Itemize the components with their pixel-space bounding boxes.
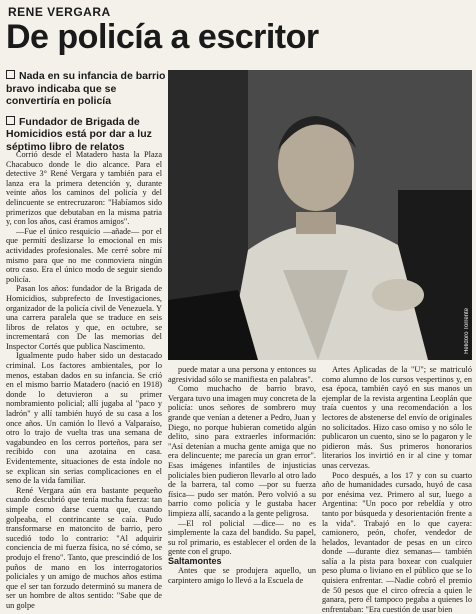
paragraph: —El rol policial —dice— no es simplemente la caza del bandido. Su papel, su rol primario, es establecer el orden de la gente con el grupo. [168,518,316,557]
portrait-photo [168,70,472,360]
paragraph: Igualmente pudo haber sido un destacado criminal. Los factores ambientales, por lo menos, estaban dados en su infancia. Se crió en el mismo barrio Matadero (nació en 1918) donde lo detuvieron a su primer nombramiento policial; allí jugaba al "paco y ladrón" y allí también huyó de su casa a los once años. Un camión lo llevó a Valparaíso, otro lo trajo de vuelta tras una semana de vagabundeo en los cerros porteños, para ser recibido con una azotaina en casa. Evidentemente, situaciones de esta índole no se explican sin serias complicaciones en el seno de la vida familiar. [6,351,162,486]
paragraph: René Vergara aún era bastante pequeño cuando descubrió que tenía mucha fuerza: tan simple como darse cuenta que, cuando golpeaba, el contrincante se caía. Pudo transformarse en matoncito de barrio, pero sucedió todo lo contrario: "Al adquirir conciencia de mi fuerza física, no sé cómo, se produjo el freno". Tanto, que prescindió de los puños de mano en los interrogatorios policiales y un amigo de muchos años estima que el ser tan forzudo determinó su manera de ser un hombre de altos sentido: "Sabe que de un golpe [6,485,162,610]
photo-credit: Helidoro Torrente [464,308,470,354]
paragraph: Poco después, a los 17 y con su cuarto año de humanidades cursado, huyó de casa por enésima vez. Primero al sur, luego a Argentina: "Un poco por rebeldía y otro tanto por búsqueda y desorientación frente a la vida". Trabajó en lo que cayera: camionero, peón, chofer, vendedor de helados, levantador de pesas en un circo donde —durante diez semanas— también salía a la pista para boxear con cualquier peso pluma o liviano en el público que se lo quisiera enfrentar. —Nadie cobró el premio de 50 pesos que el circo ofrecía a quien le ganara, pero él tampoco pegaba a quienes lo enfrentaban: "Era cuestión de usar bien [322,470,472,614]
checkbox-square-icon [6,70,15,79]
article-column-3 [322,365,472,614]
summary-bullet [6,116,166,154]
section-subhead: Saltamontes [168,555,222,566]
summary-bullet-text: Nada en su infancia de barrio bravo indicaba que se convertiría en policía [6,70,166,107]
headline: De policía a escritor [6,18,319,56]
article-column-2 [168,365,316,586]
kicker: RENE VERGARA [8,5,111,19]
paragraph: —Fue el único resquicio —añade— por el que permití deslizarse lo emocional en mis actividades profesionales. Me cerré sobre mí mismo para que no me conmoviera ningún otro caso. Era el único modo de seguir siendo policía. [6,226,162,284]
checkbox-square-icon [6,116,15,125]
summary-bullet [6,70,166,108]
paragraph: Pasan los años: fundador de la Brigada de Homicidios, subprefecto de Investigaciones, organizador de la policía civil de Venezuela. Y una carrera paralela que se traduce en seis libros de relatos y que, en octubre, se incrementará con De las memorias del Inspector Cortés que publica Nascimento. [6,284,162,351]
portrait-illustration [168,70,472,360]
summary-bullets [6,70,166,161]
article-column-1 [6,150,162,611]
paragraph: Corrió desde el Matadero hasta la Plaza Chacabuco donde le dio alcance. Para el detective 3° René Vergara y también para el lanza era la primera detención y, durante veinte años los caminos del policía y del delincuente se entrecruzaron: "Habíamos sido primerizos que debutaban en la misma patria y, con los años, casi éramos amigos". [6,150,162,227]
paragraph: Artes Aplicadas de la "U"; se matriculó como alumno de los cursos vespertinos y, en esa época, también cayó en sus manos un ejemplar de la revista argentina Leoplán que traía cuentos y una recomendación a los lectores de abstenerse del envío de originales no solicitados. Hizo caso omiso y no sólo le publicaron un cuento, sino se lo pagaron y le pidieron más. Sus primeros honorarios literarios los invirtió en ir al cine y tomar unas cervezas. [322,365,472,470]
paragraph: puede matar a una persona y entonces su agresividad sólo se manifiesta en palabras". [168,365,316,384]
paragraph: Antes que se produjera aquello, un carpintero amigo lo llevó a la Escuela de [168,566,316,586]
summary-bullet-text: Fundador de Brigada de Homicidios está por dar a luz séptimo libro de relatos [6,115,152,153]
paragraph: Como muchacho de barrio bravo, Vergara tuvo una imagen muy concreta de la policía: unos señores de sombrero muy grande que venían a detener a Pedro, Juan y Diego, no porque hubieran cometido algún delito, sino para extraerles información: "Así detenían a mucha gente amiga que no era delincuente; me parecía un gran error". Esas imágenes infantiles de injusticias policiales bien pudieron llevarlo al otro lado de la barrera, tal como —por su fuerza física— pudo ser matón. Pero volvió a su barrio como policía y le gustaba hacer limpieza allí, sacando a la gente peligrosa. [168,384,316,518]
